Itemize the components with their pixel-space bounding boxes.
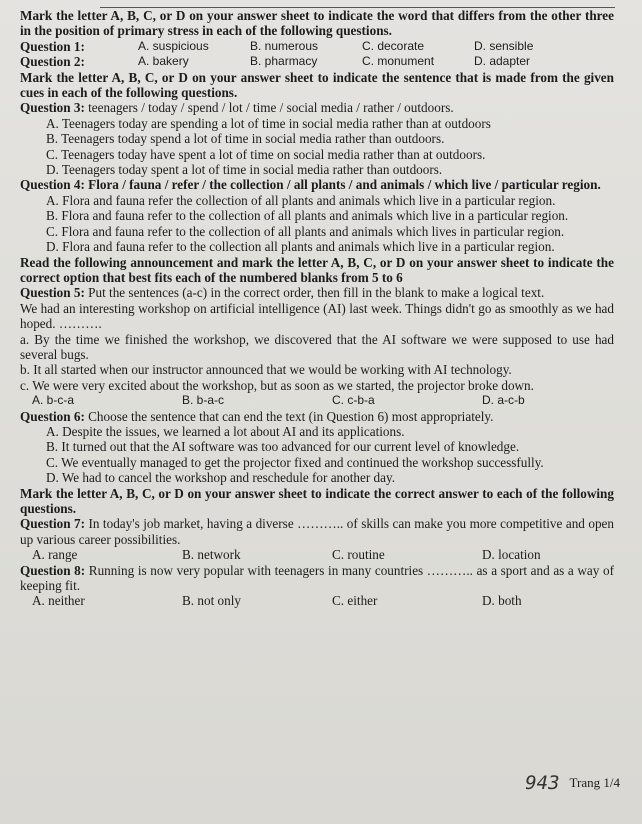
- q4-option-a: A. Flora and fauna refer the collection of all plants and animals which live in a particular region.: [46, 192, 556, 208]
- q4-option-c: C. Flora and fauna refer to the collection of all plants and animals which lives in particular region.: [46, 223, 565, 239]
- q4-option-b: B. Flora and fauna refer to the collection of all plants and animals which live in a particular region.: [46, 208, 569, 224]
- q3-option-b: B. Teenagers today spend a lot of time in social media rather than outdoors.: [46, 131, 445, 147]
- option-c: C. decorate: [362, 38, 425, 53]
- question-1: Question 1: A. suspicious B. numerous C. decorate D. sensible: [20, 39, 614, 54]
- page-footer: [525, 772, 620, 794]
- q7-options: [20, 547, 614, 562]
- option-d: D. location: [482, 547, 541, 563]
- option-b: B. pharmacy: [250, 54, 318, 69]
- page-number: Trang 1/4: [569, 775, 620, 790]
- exam-content: [20, 8, 614, 609]
- question-2: Question 2: A. bakery B. pharmacy C. monument D. adapter: [20, 54, 614, 69]
- option-b: B. b-a-c: [182, 393, 225, 408]
- q3-option-a: A. Teenagers today are spending a lot of time in social media rather than at outdoors: [46, 115, 491, 131]
- instruction-announcement: Read the following announcement and mark the letter A, B, C, or D on your answer sheet to indicate the correct option that best fits each of the numbered blanks from 5 to 6: [20, 254, 614, 285]
- question-6: Question 6: Choose the sentence that can end the text (in Question 6) most appropriately.: [20, 408, 494, 424]
- option-a: A. bakery: [138, 54, 189, 69]
- q6-option-c: C. We eventually managed to get the projector fixed and continued the workshop successfully.: [46, 454, 544, 470]
- q6-option-b: B. It turned out that the AI software was too advanced for our current level of knowledge.: [46, 439, 520, 455]
- option-a: A. b-c-a: [32, 393, 75, 408]
- option-b: B. not only: [182, 593, 241, 609]
- question-4: Question 4: Flora / fauna / refer / the collection / all plants / and animals / which live / particular region.: [20, 177, 601, 193]
- q8-options: [20, 593, 614, 608]
- option-d: D. sensible: [474, 38, 534, 53]
- question-7: Question 7: In today's job market, having a diverse ……….. of skills can make you more competitive and open up various career possibilities.: [20, 516, 614, 547]
- instruction-cues: Mark the letter A, B, C, or D on your answer sheet to indicate the sentence that is made from the given cues in each of the following questions.: [20, 69, 614, 101]
- question-3: Question 3: teenagers / today / spend / lot / time / social media / rather / outdoors.: [20, 100, 454, 116]
- option-c: C. c-b-a: [332, 393, 375, 408]
- q6-option-d: D. We had to cancel the workshop and reschedule for another day.: [46, 470, 396, 486]
- passage-intro: We had an interesting workshop on artificial intelligence (AI) last week. Things didn't go as smoothly as we had hoped. ……….: [20, 300, 614, 332]
- handwritten-mark: 943: [525, 772, 560, 794]
- passage-sentence-b: b. It all started when our instructor announced that we would be working with AI technology.: [20, 362, 512, 378]
- passage-sentence-a: a. By the time we finished the workshop, we discovered that the AI software we were supposed to use had several bugs.: [20, 331, 614, 362]
- question-5: Question 5: Put the sentences (a-c) in the correct order, then fill in the blank to make a logical text.: [20, 285, 545, 301]
- q6-option-a: A. Despite the issues, we learned a lot about AI and its applications.: [46, 423, 405, 439]
- q3-option-c: C. Teenagers today have spent a lot of time on social media rather than at outdoors.: [46, 146, 486, 162]
- option-a: A. suspicious: [138, 38, 209, 53]
- option-d: D. a-c-b: [482, 393, 525, 408]
- q3-option-d: D. Teenagers today spent a lot of time in social media rather than outdoors.: [46, 162, 443, 178]
- option-a: A. range: [32, 547, 78, 563]
- option-c: C. routine: [332, 547, 385, 563]
- option-a: A. neither: [32, 593, 85, 609]
- passage-sentence-c: c. We were very excited about the workshop, but as soon as we started, the projector broke down.: [20, 377, 534, 393]
- option-d: D. both: [482, 593, 522, 609]
- option-c: C. either: [332, 593, 378, 609]
- instruction-stress: Mark the letter A, B, C, or D on your answer sheet to indicate the word that differs from the other three in the position of primary stress in each of the following questions.: [20, 8, 614, 39]
- q5-options: [20, 393, 614, 408]
- option-b: B. network: [182, 547, 241, 563]
- option-c: C. monument: [362, 54, 435, 69]
- q4-option-d: D. Flora and fauna refer to the collection all plants and animals which live in a particular region.: [46, 239, 555, 255]
- question-8: Question 8: Running is now very popular with teenagers in many countries ……….. as a sport and as a way of keeping fit.: [20, 562, 614, 594]
- instruction-correct-answer: Mark the letter A, B, C, or D on your answer sheet to indicate the correct answer to each of the following questions.: [20, 485, 614, 516]
- option-d: D. adapter: [474, 54, 531, 69]
- option-b: B. numerous: [250, 38, 319, 53]
